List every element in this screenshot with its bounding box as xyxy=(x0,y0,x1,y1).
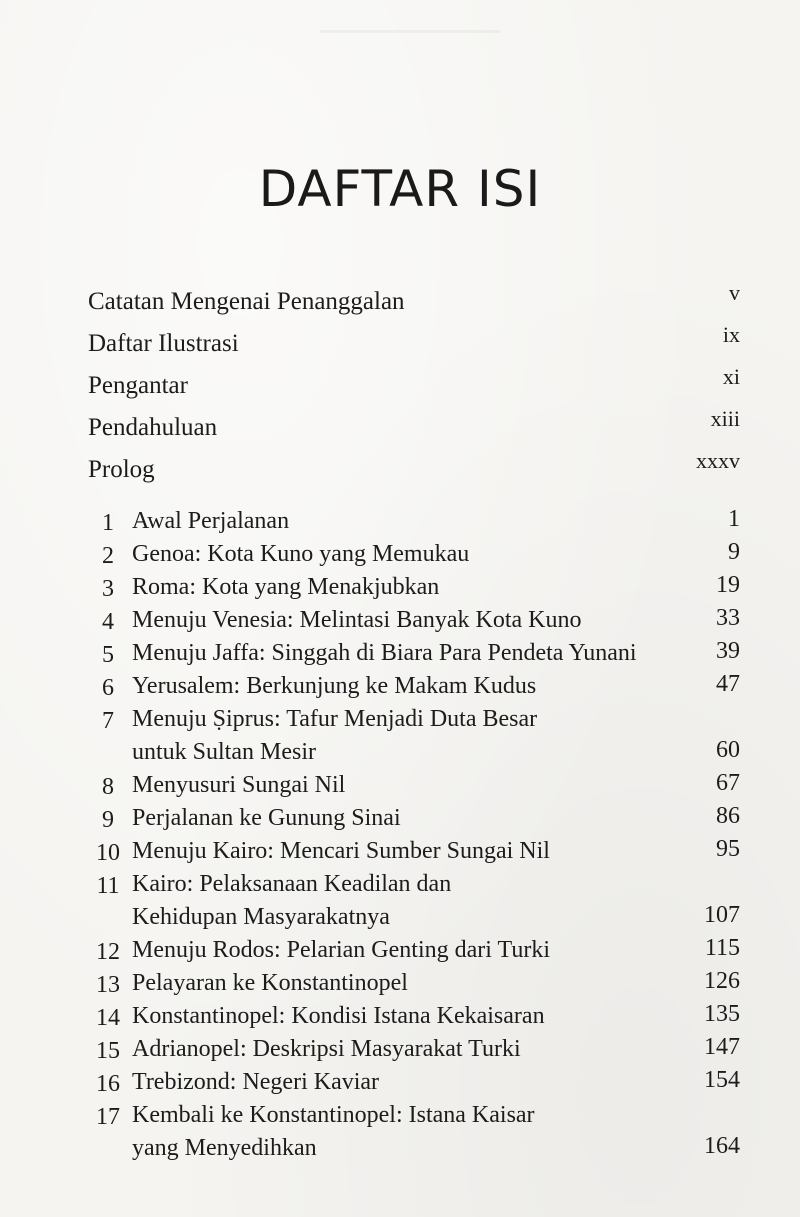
front-matter-list xyxy=(88,280,740,494)
page-number: 47 xyxy=(716,671,740,697)
chapter-title: Trebizond: Negeri Kaviar xyxy=(132,1069,380,1095)
chapter-number: 17 xyxy=(96,1104,120,1130)
chapter-title: Menuju Venesia: Melintasi Banyak Kota Kuno xyxy=(132,607,582,633)
chapter-number: 13 xyxy=(96,972,120,998)
entry-title: Catatan Mengenai Penanggalan xyxy=(88,288,405,315)
chapter-list xyxy=(88,506,740,1166)
chapter-number: 9 xyxy=(102,807,114,833)
chapter-entry[interactable] xyxy=(88,572,740,605)
page-number: 60 xyxy=(716,737,740,763)
chapter-title: Kembali ke Konstantinopel: Istana Kaisar xyxy=(132,1102,535,1128)
chapter-entry[interactable] xyxy=(88,968,740,1001)
chapter-entry[interactable] xyxy=(88,836,740,869)
chapter-number: 1 xyxy=(102,510,114,536)
chapter-title: Menyusuri Sungai Nil xyxy=(132,772,346,798)
chapter-number: 3 xyxy=(102,576,114,602)
page-number: ix xyxy=(722,322,740,347)
front-matter-entry[interactable] xyxy=(88,322,740,368)
chapter-entry[interactable] xyxy=(88,506,740,539)
chapter-entry[interactable] xyxy=(88,935,740,968)
chapter-title-continued: yang Menyedihkan xyxy=(132,1135,317,1161)
chapter-number: 10 xyxy=(96,840,120,866)
page-number: 1 xyxy=(728,506,740,532)
chapter-title: Kairo: Pelaksanaan Keadilan dan xyxy=(132,871,452,897)
page-number: 33 xyxy=(716,605,740,631)
page-number: 9 xyxy=(728,539,740,565)
chapter-entry[interactable] xyxy=(88,638,740,671)
page-number: 126 xyxy=(704,968,740,994)
chapter-title: Pelayaran ke Konstantinopel xyxy=(132,970,408,996)
chapter-number: 7 xyxy=(102,708,114,734)
chapter-number: 8 xyxy=(102,774,114,800)
chapter-entry[interactable] xyxy=(88,704,740,770)
chapter-entry[interactable] xyxy=(88,671,740,704)
chapter-title-continued: Kehidupan Masyarakatnya xyxy=(132,904,390,930)
page-number: 95 xyxy=(716,836,740,862)
chapter-title: Menuju Jaffa: Singgah di Biara Para Pendeta Yunani xyxy=(132,640,637,666)
page-number: 135 xyxy=(704,1001,740,1027)
chapter-number: 11 xyxy=(96,873,120,899)
chapter-entry[interactable] xyxy=(88,869,740,935)
front-matter-entry[interactable] xyxy=(88,364,740,410)
chapter-entry[interactable] xyxy=(88,1067,740,1100)
chapter-number: 14 xyxy=(96,1005,120,1031)
chapter-entry[interactable] xyxy=(88,770,740,803)
chapter-entry[interactable] xyxy=(88,1001,740,1034)
bleed-through-shadow xyxy=(320,30,500,33)
chapter-number: 15 xyxy=(96,1038,120,1064)
chapter-entry[interactable] xyxy=(88,605,740,638)
entry-title: Pendahuluan xyxy=(88,414,218,441)
chapter-title: Menuju Ṣiprus: Tafur Menjadi Duta Besar xyxy=(132,706,538,732)
page-number: 67 xyxy=(716,770,740,796)
chapter-title: Genoa: Kota Kuno yang Memukau xyxy=(132,541,470,567)
page-number: 115 xyxy=(704,935,740,961)
page-number: 154 xyxy=(704,1067,740,1093)
chapter-entry[interactable] xyxy=(88,1034,740,1067)
chapter-title: Menuju Kairo: Mencari Sumber Sungai Nil xyxy=(132,838,550,864)
page-number: 164 xyxy=(704,1133,740,1159)
chapter-title-continued: untuk Sultan Mesir xyxy=(132,739,316,765)
page-number: 86 xyxy=(716,803,740,829)
chapter-title: Menuju Rodos: Pelarian Genting dari Turki xyxy=(132,937,550,963)
chapter-title: Awal Perjalanan xyxy=(132,508,290,534)
chapter-number: 6 xyxy=(102,675,114,701)
entry-title: Daftar Ilustrasi xyxy=(88,330,239,357)
page-number: 107 xyxy=(704,902,740,928)
chapter-title: Roma: Kota yang Menakjubkan xyxy=(132,574,440,600)
page-number: 147 xyxy=(704,1034,740,1060)
chapter-entry[interactable] xyxy=(88,803,740,836)
chapter-number: 5 xyxy=(102,642,114,668)
chapter-number: 4 xyxy=(102,609,114,635)
chapter-entry[interactable] xyxy=(88,539,740,572)
page-number: xi xyxy=(722,364,740,389)
page-number: 39 xyxy=(716,638,740,664)
chapter-number: 16 xyxy=(96,1071,120,1097)
page-number: xxxv xyxy=(696,448,740,473)
page-number: 19 xyxy=(716,572,740,598)
chapter-title: Yerusalem: Berkunjung ke Makam Kudus xyxy=(132,673,537,699)
chapter-number: 2 xyxy=(102,543,114,569)
page-number: v xyxy=(729,280,740,305)
page-number: xiii xyxy=(710,406,740,431)
front-matter-entry[interactable] xyxy=(88,406,740,452)
entry-title: Pengantar xyxy=(88,372,188,399)
front-matter-entry[interactable] xyxy=(88,448,740,494)
entry-title: Prolog xyxy=(88,456,155,483)
chapter-entry[interactable] xyxy=(88,1100,740,1166)
chapter-title: Adrianopel: Deskripsi Masyarakat Turki xyxy=(132,1036,521,1062)
chapter-title: Perjalanan ke Gunung Sinai xyxy=(132,805,401,831)
page-title: DAFTAR ISI xyxy=(258,160,542,218)
front-matter-entry[interactable] xyxy=(88,280,740,326)
chapter-number: 12 xyxy=(96,939,120,965)
chapter-title: Konstantinopel: Kondisi Istana Kekaisaran xyxy=(132,1003,545,1029)
